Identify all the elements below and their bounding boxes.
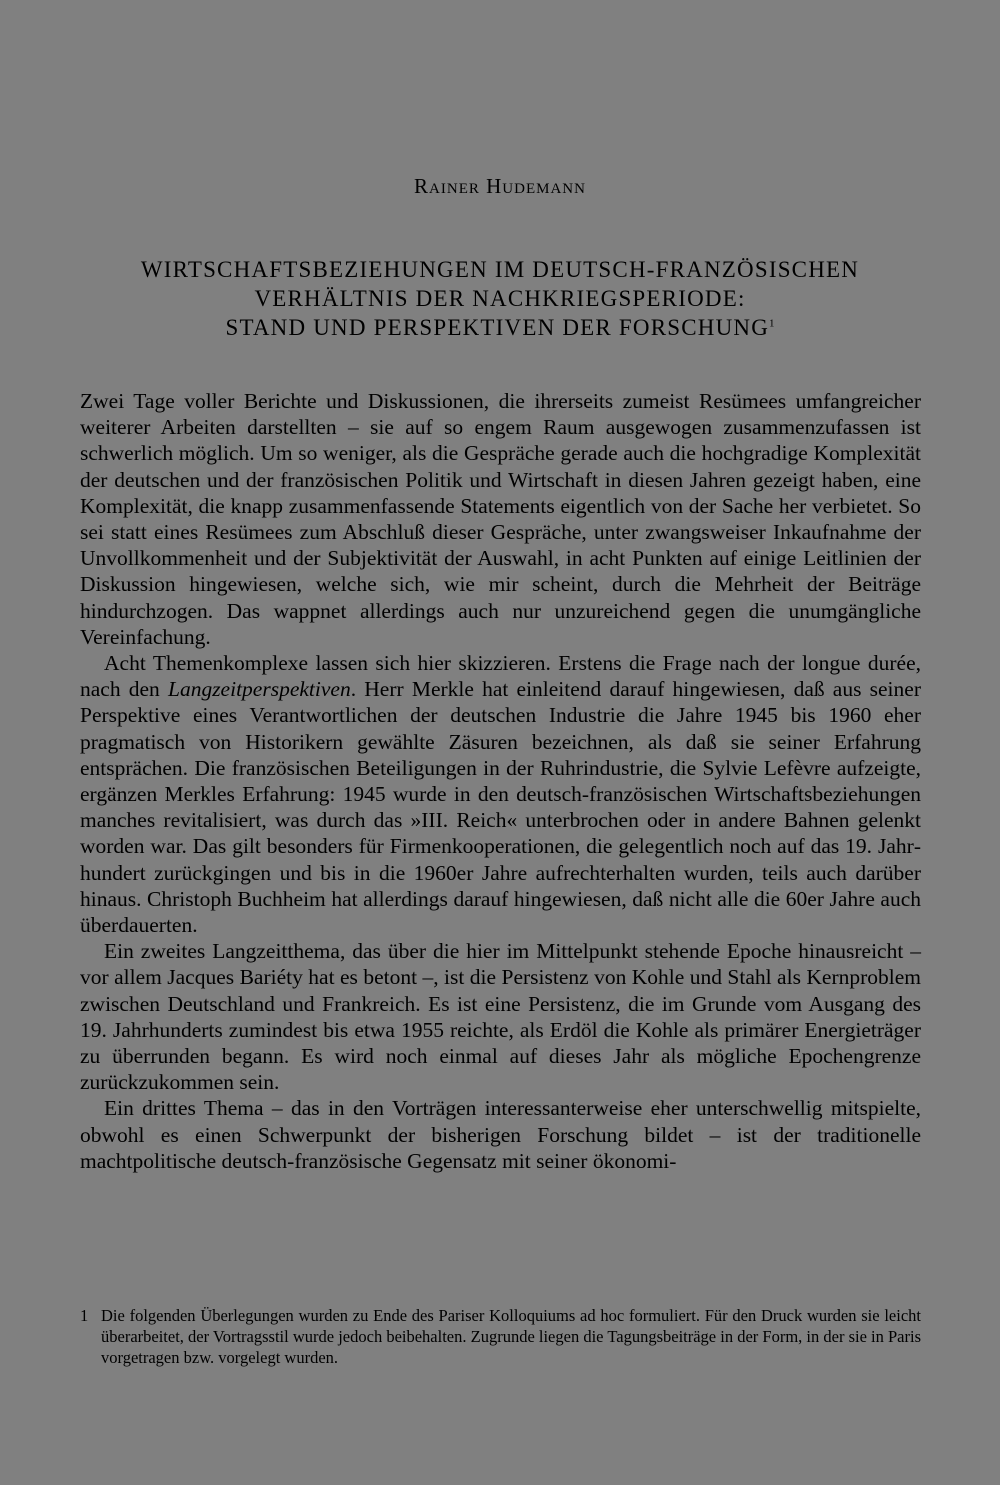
body-text bbox=[80, 388, 921, 1174]
author-name: Rainer Hudemann bbox=[414, 174, 586, 198]
footnote-number: 1 bbox=[80, 1306, 89, 1325]
title-line-3 bbox=[40, 313, 960, 342]
footnote-1 bbox=[80, 1305, 921, 1368]
title-footnote-ref: 1 bbox=[769, 317, 775, 330]
paragraph-2-emphasis: Langzeitperspektiven bbox=[167, 677, 351, 702]
title-line-3-text: STAND UND PERSPEKTIVEN DER FORSCHUNG bbox=[225, 315, 770, 340]
footnote-text: Die folgenden Überlegungen wurden zu Ende des Pariser Kolloquiums ad hoc formuliert. Für den Druck wurden sie leicht überarbeitet, der Vortragsstil wurde jedoch beibehalten. Zugrunde liegen die Tagungsbeiträge in der Form, in der sie in Paris vorgetragen bzw. vorgelegt wurden. bbox=[101, 1306, 921, 1367]
paragraph-1: Zwei Tage voller Berichte und Diskussionen, die ihrerseits zumeist Resümees umfangreicher weiterer Arbeiten darstellten – sie auf so engem Raum ausgewogen zusammenzufassen ist schwerlich möglich. Um so weniger, als die Gespräche gerade auch die hochgradige Komplexität der deutschen und der französischen Politik und Wirtschaft in diesen Jahren gezeigt haben, eine Komplexität, die knapp zusammenfassende Statements eigentlich von der Sache her verbietet. So sei statt eines Resümees zum Abschluß dieser Gespräche, unter zwangsweiser Inkaufnahme der Unvollkommenheit und der Subjektivität der Auswahl, in acht Punkten auf einige Leitlinien der Diskussion hingewiesen, welche sich, wie mir scheint, durch die Mehrheit der Beiträge hindurchzogen. Das wappnet allerdings auch nur unzureichend gegen die unumgängliche Vereinfachung. bbox=[80, 389, 921, 649]
paragraph-2-end: . Herr Merkle hat einleitend darauf hingewiesen, daß aus seiner Perspektive eines Verantwortlichen der deutschen Industrie die Jahre 1945 bis 1960 eher pragmatisch von Historikern gewählte Zäsuren bezeichnen, als daß sie seiner Erfahrung entsprächen. Die französischen Beteiligungen in der Ruhrindustrie, die Sylvie Lefèvre aufzeigte, ergänzen Merkles Erfahrung: 1945 wurde in den deutsch-französischen Wirtschaftsbeziehungen manches revitalisiert, was durch das »III. Reich« unterbrochen oder in andere Bahnen gelenkt worden war. Das gilt besonders für Firmenkooperationen, die gelegentlich noch auf das 19. Jahrhundert zurückgingen und bis in die 1960er Jahre aufrechterhalten wurden, teils auch darüber hinaus. Christoph Buchheim hat allerdings darauf hingewiesen, daß nicht alle die 60er Jahre auch überdauerten. bbox=[80, 677, 921, 938]
title-line-2: VERHÄLTNIS DER NACHKRIEGSPERIODE: bbox=[254, 286, 746, 311]
paragraph-2 bbox=[80, 650, 921, 938]
article-title bbox=[40, 255, 960, 342]
paragraph-2-start: Acht Themenkomplexe lassen sich hier skizzieren. Erstens die Frage nach der longue durée, nach den bbox=[80, 651, 921, 702]
paragraph-4: Ein drittes Thema – das in den Vorträgen interessanterweise eher unterschwellig mitspielte, obwohl es einen Schwerpunkt der bisherigen Forschung bildet – ist der traditionelle machtpolitische deutsch-französische Gegensatz mit seiner ökonomi- bbox=[80, 1096, 921, 1173]
title-line-1: WIRTSCHAFTSBEZIEHUNGEN IM DEUTSCH-FRANZÖSISCHEN bbox=[140, 257, 860, 282]
paragraph-3: Ein zweites Langzeitthema, das über die hier im Mittelpunkt stehende Epoche hinausreicht – vor allem Jacques Bariéty hat es betont –, ist die Persistenz von Kohle und Stahl als Kernproblem zwischen Deutschland und Frankreich. Es ist eine Persistenz, die im Grunde vom Ausgang des 19. Jahrhunderts zumindest bis etwa 1955 reichte, als Erdöl die Kohle als primärer Energieträger zu überrunden begann. Es wird noch einmal auf dieses Jahr als mögliche Epochengrenze zurückzukommen sein. bbox=[80, 939, 921, 1095]
footnotes bbox=[80, 1305, 921, 1368]
